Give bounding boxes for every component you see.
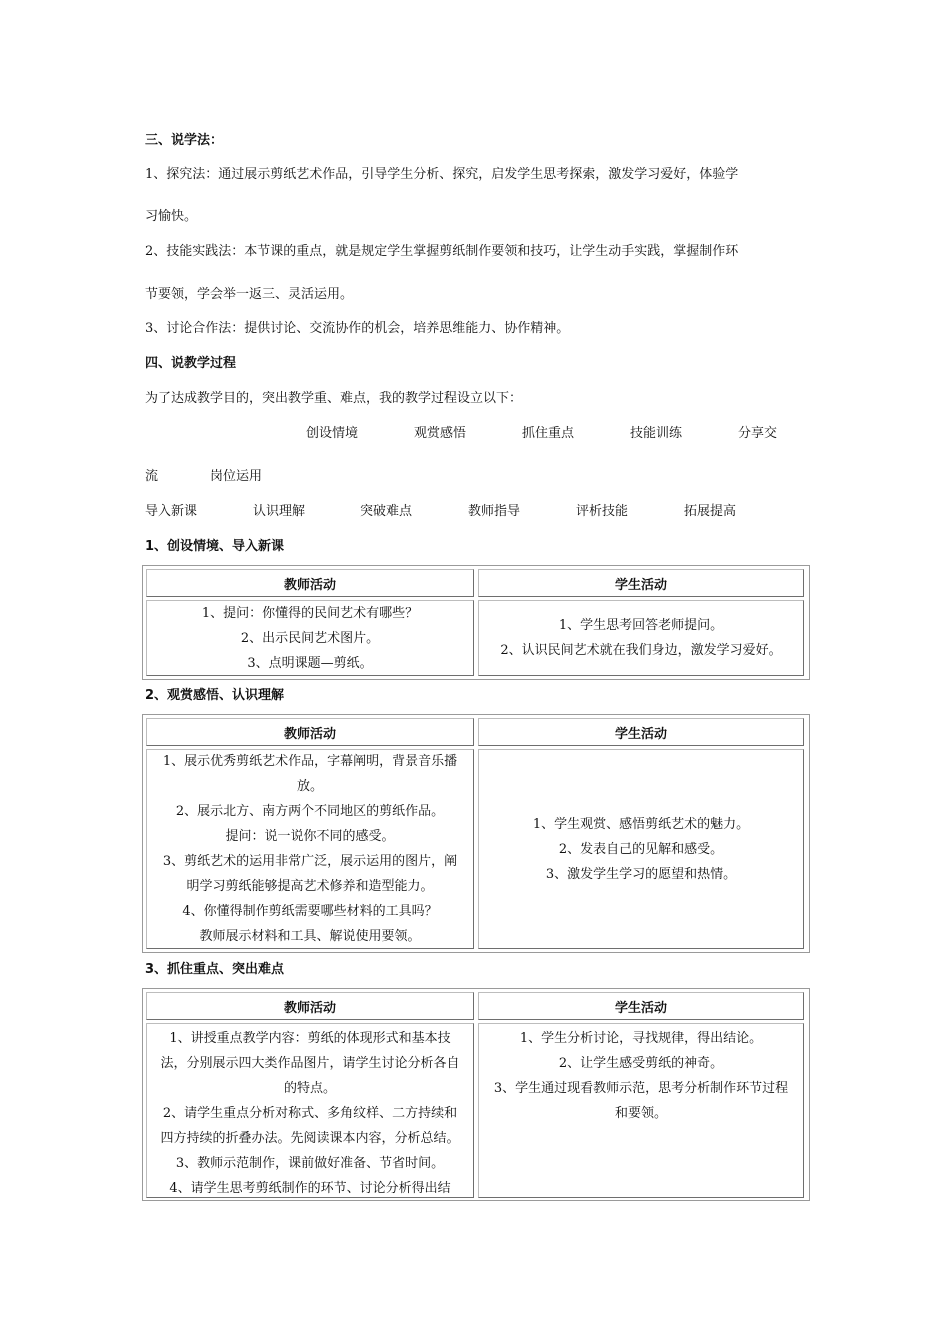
- teacher-line: 3、点明课题—剪纸。: [247, 655, 373, 671]
- student-line: 3、激发学生学习的愿望和热情。: [545, 866, 737, 882]
- teacher-line: 1、提问：你懂得的民间艺术有哪些？: [201, 605, 419, 621]
- teacher-line: 2、请学生重点分析对称式、多角纹样、二方持续和: [162, 1106, 458, 1121]
- teacher-activity-header: 教师活动: [146, 718, 474, 746]
- teacher-line: 法，分别展示四大类作品图片，请学生讨论分析各自: [160, 1056, 460, 1071]
- teacher-line: 4、请学生思考剪纸制作的环节、讨论分析得出结: [169, 1181, 451, 1196]
- flow-item: 评析技能: [576, 504, 629, 519]
- teacher-line: 1、讲授重点教学内容：剪纸的体现形式和基本技: [169, 1031, 451, 1046]
- flow-item: 认识理解: [253, 504, 306, 519]
- teacher-activity-cell: [146, 749, 474, 949]
- student-activity-cell: [478, 1023, 804, 1198]
- process-intro: 为了达成教学目的，突出教学重、难点，我的教学过程设立以下：: [145, 391, 523, 406]
- student-activity-header: 学生活动: [478, 718, 804, 746]
- activity-table: [142, 988, 810, 1201]
- paragraph-inquiry-line2: 习愉快。: [145, 209, 198, 224]
- teacher-line: 放。: [296, 779, 323, 794]
- flow-item: 分享交: [738, 426, 778, 441]
- flow-item: 导入新课: [145, 504, 198, 519]
- paragraph-practice-line2: 节要领，学会举一返三、灵活运用。: [145, 287, 354, 302]
- student-activity-header: 学生活动: [478, 992, 804, 1020]
- student-line: 1、学生分析讨论，寻找规律，得出结论。: [519, 1031, 763, 1046]
- teacher-line: 3、剪纸艺术的运用非常广泛，展示运用的图片，阐: [162, 854, 458, 869]
- teacher-activity-header: 教师活动: [146, 992, 474, 1020]
- teacher-activity-cell: [146, 1023, 474, 1198]
- teacher-line: 2、出示民间艺术图片。: [240, 630, 380, 646]
- student-activity-cell: [478, 600, 804, 676]
- activity-table: [142, 714, 810, 953]
- student-line: 2、发表自己的见解和感受。: [558, 841, 724, 857]
- teacher-line: 明学习剪纸能够提高艺术修养和造型能力。: [186, 879, 434, 894]
- teacher-line: 2、展示北方、南方两个不同地区的剪纸作品。: [175, 804, 445, 819]
- flow-item: 流: [145, 469, 159, 484]
- step-heading: 2、观赏感悟、认识理解: [145, 688, 285, 703]
- section-heading-teaching-process: 四、说教学过程: [145, 356, 237, 371]
- step-heading: 1、创设情境、导入新课: [145, 539, 285, 554]
- student-activity-cell: [478, 749, 804, 949]
- flow-item: 拓展提高: [684, 504, 737, 519]
- flow-item: 抓住重点: [522, 426, 575, 441]
- teacher-activity-header: 教师活动: [146, 569, 474, 597]
- student-activity-header: 学生活动: [478, 569, 804, 597]
- activity-table: [142, 565, 810, 680]
- flow-item: 技能训练: [630, 426, 683, 441]
- student-line: 2、让学生感受剪纸的神奇。: [558, 1056, 724, 1071]
- flow-item: 突破难点: [360, 504, 413, 519]
- flow-item: 教师指导: [468, 504, 521, 519]
- student-line: 1、学生观赏、感悟剪纸艺术的魅力。: [532, 816, 750, 832]
- teacher-line: 4、你懂得制作剪纸需要哪些材料的工具吗？: [182, 904, 438, 919]
- flow-item: 岗位运用: [210, 469, 263, 484]
- teacher-line: 四方持续的折叠办法。先阅读课本内容，分析总结。: [160, 1131, 460, 1146]
- step-heading: 3、抓住重点、突出难点: [145, 962, 285, 977]
- section-heading-study-methods: 三、说学法：: [145, 133, 224, 148]
- teacher-activity-cell: [146, 600, 474, 676]
- teacher-line: 1、展示优秀剪纸艺术作品，字幕阐明，背景音乐播: [162, 754, 458, 769]
- student-line: 3、学生通过现看教师示范，思考分析制作环节过程: [493, 1081, 789, 1096]
- paragraph-discussion: 3、讨论合作法：提供讨论、交流协作的机会，培养思维能力、协作精神。: [145, 321, 570, 336]
- student-line: 和要领。: [614, 1106, 667, 1121]
- teacher-line: 的特点。: [283, 1081, 336, 1096]
- flow-item: 创设情境: [306, 426, 359, 441]
- student-line: 1、学生思考回答老师提问。: [558, 618, 724, 633]
- paragraph-practice-line1: 2、技能实践法：本节课的重点，就是规定学生掌握剪纸制作要领和技巧，让学生动手实践，掌握制作环: [145, 244, 739, 259]
- teacher-line: 3、教师示范制作，课前做好准备、节省时间。: [175, 1156, 445, 1171]
- flow-item: 观赏感悟: [414, 426, 467, 441]
- paragraph-inquiry-line1: 1、探究法：通过展示剪纸艺术作品，引导学生分析、探究，启发学生思考探索，激发学习爱好，体验学: [145, 167, 739, 182]
- teacher-line: 提问：说一说你不同的感受。: [225, 829, 395, 844]
- teacher-line: 教师展示材料和工具、解说使用要领。: [199, 929, 421, 944]
- student-line: 2、认识民间艺术就在我们身边，激发学习爱好。: [500, 643, 782, 658]
